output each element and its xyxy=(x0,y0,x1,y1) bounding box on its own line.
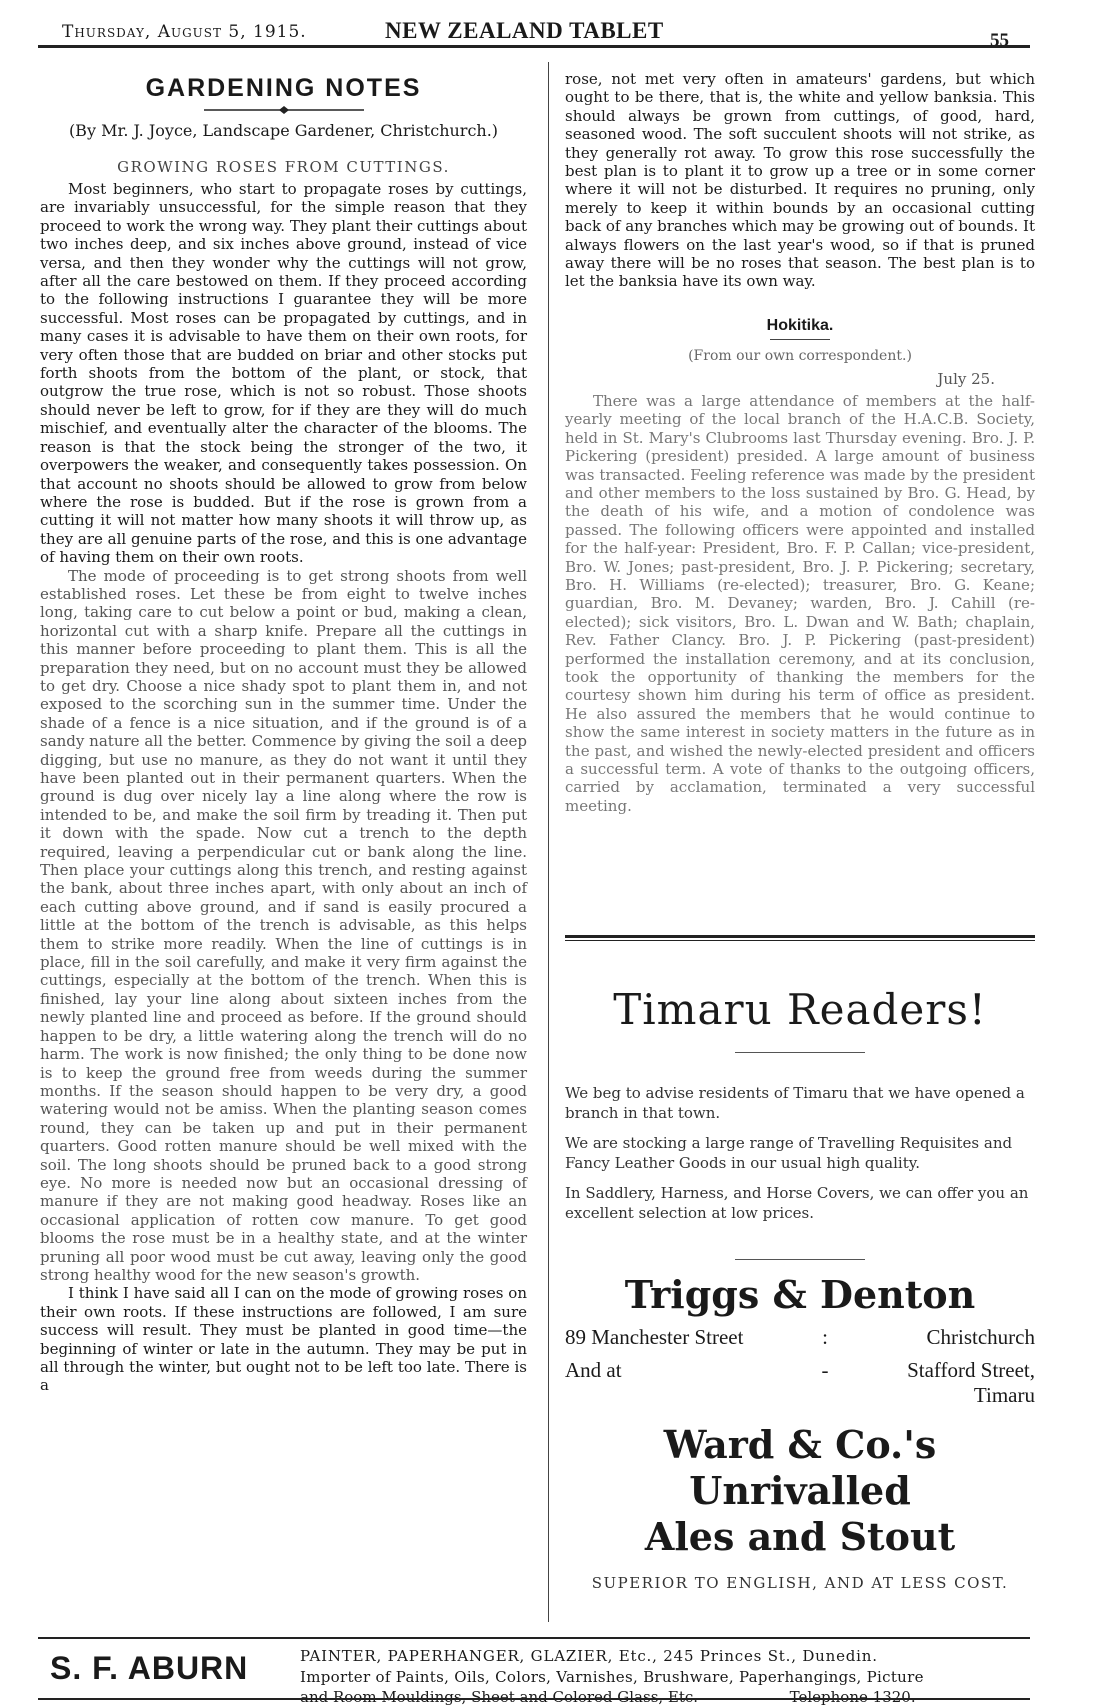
ad-paragraph: In Saddlery, Harness, and Horse Covers, we can offer you an excellent selection at low prices. xyxy=(565,1184,1029,1222)
address-city: Christchurch xyxy=(926,1325,1035,1349)
article-body xyxy=(40,180,527,1395)
ad-rule xyxy=(735,1052,865,1053)
publication-title: NEW ZEALAND TABLET xyxy=(385,18,664,43)
ad-paragraph: We are stocking a large range of Travelling Requisites and Fancy Leather Goods in our usual high quality. xyxy=(565,1134,1013,1172)
paragraph: Most beginners, who start to propagate roses by cuttings, are invariably unsuccessful, for the simple reason that they proceed to work the wrong way. They plant their cuttings about two inches deep, and six inches above ground, instead of vice versa, and then they wonder why the cuttings will not grow, after all the care bestowed on them. If they proceed according to the following instructions I guarantee they will be more successful. Most roses can be propagated by cuttings, and in many cases it is advisable to have them on their own roots, for very often those that are budded on briar and other stocks put forth shoots from the bottom of the plant, or stock, that outgrow the true rose, which is not so robust. Those shoots should never be left to grow, for if they are they will do much mischief, and eventually alter the character of the blooms. The reason is that the stock being the stronger of the two, it overpowers the weaker, and consequently takes possession. On that account no shoots should be allowed to grow from below where the rose is budded. But if the rose is grown from a cutting it will not matter how many shoots it will throw up, as they are all genuine parts of the rose, and this is one advantage of having them on their own roots. xyxy=(40,180,527,567)
ward-ad-headline xyxy=(565,1422,1035,1560)
footer-telephone: Telephone 1320. xyxy=(789,1688,916,1706)
address-branch: Stafford Street, Timaru xyxy=(907,1358,1035,1407)
header-rule xyxy=(38,45,1030,48)
heading-rule xyxy=(770,339,830,340)
footer-bottom-rule xyxy=(38,1698,1030,1700)
hokitika-heading: Hokitika. xyxy=(766,316,834,334)
footer-goods: and Room Mouldings, Sheet and Colored Glass, Etc. xyxy=(300,1688,699,1706)
footer-rule xyxy=(38,1637,1030,1639)
section-double-rule xyxy=(565,935,1035,941)
timaru-advertisement xyxy=(565,935,1035,1592)
page-number: 55 xyxy=(990,30,1009,51)
article-continuation xyxy=(565,70,1035,291)
timaru-readers-heading: Timaru Readers! xyxy=(613,985,987,1034)
ward-line-2: Ales and Stout xyxy=(644,1514,956,1559)
footer-line-1: PAINTER, PAPERHANGER, GLAZIER, Etc., 245 Princes St., Dunedin. xyxy=(300,1647,878,1665)
gardening-notes-column xyxy=(40,70,527,1395)
address-separator: : xyxy=(822,1325,828,1349)
right-column xyxy=(565,70,1035,815)
paragraph: There was a large attendance of members at the half-yearly meeting of the local branch of the H.A.C.B. Society, held in St. Mary's Clubrooms last Thursday evening. Bro. J. P. Pickering (president) presided. A large amount of business was transacted. Feeling reference was made by the president and other members to the loss sustained by Bro. G. Head, by the death of his wife, and a motion of condolence was passed. The following officers were appointed and installed for the half-year: President, Bro. F. P. Callan; vice-president, Bro. W. Jones; past-president, Bro. J. P. Pickering; secretary, Bro. H. Williams (re-elected); treasurer, Bro. G. Keane; guardian, Bro. M. Devaney; warden, Bro. J. Cahill (re-elected); sick visitors, Bro. L. Dwan and W. Bath; chaplain, Rev. Father Clancy. Bro. J. P. Pickering (past-president) performed the installation ceremony, and at its conclusion, took the opportunity of thanking the members for the courtesy shown him during his term of office as president. He also assured the members that he would continue to show the same interest in society matters in the future as in the past, and wished the newly-elected president and officers a successful term. A vote of thanks to the outgoing officers, carried by acclamation, terminated a very successful meeting. xyxy=(565,391,1035,815)
paragraph: rose, not met very often in amateurs' gardens, but which ought to be there, that is, the white and yellow banksia. This should always be grown from cuttings, of good, hard, seasoned wood. The soft succulent shoots will not strike, as they generally rot away. To grow this rose successfully the best plan is to plant it to grow up a tree or in some corner where it will not be disturbed. It requires no pruning, only merely to keep it within bounds by an occasional cutting back of any branches which may be growing out of bounds. It always flowers on the last year's wood, so if that is pruned away there will be no roses that season. The best plan is to let the banksia have its own way. xyxy=(565,70,1035,291)
ad-rule xyxy=(735,1259,865,1260)
issue-date: Thursday, August 5, 1915. xyxy=(62,22,307,42)
address-line-1 xyxy=(565,1325,1035,1350)
ward-line-1: Ward & Co.'s Unrivalled xyxy=(663,1422,937,1513)
address-prefix: And at xyxy=(565,1358,622,1382)
ad-paragraph: We beg to advise residents of Timaru that we have opened a branch in that town. xyxy=(565,1084,1025,1122)
address-street: 89 Manchester Street xyxy=(565,1325,744,1349)
dispatch-date: July 25. xyxy=(937,369,995,388)
paragraph: The mode of proceeding is to get strong shoots from well established roses. Let these be from eight to twelve inches long, taking care to cut below a point or bud, making a clean, horizontal cut with a sharp knife. Prepare all the cuttings in this manner before proceeding to plant them. This is all the preparation they need, but on no account must they be allowed to get dry. Choose a nice shady spot to plant them in, and not exposed to the scorching sun in the summer time. Under the shade of a fence is a nice situation, and if the ground is of a sandy nature all the better. Commence by giving the soil a deep digging, but use no manure, as they do not want it until they have been planted out in their permanent quarters. When the ground is dug over nicely lay a line along where the row is intended to be, and make the soil firm by treading it. Then put it down with the spade. Now cut a trench to the depth required, leaving a perpendicular cut or bank along the line. Then place your cuttings along this trench, and resting against the bank, about three inches apart, with only about an inch of each cutting above ground, and if sand is easily procured a little at the bottom of the trench is advisable, as this helps them to strike more readily. When the line of cuttings is in place, fill in the soil carefully, and make it very firm against the cuttings, especially at the bottom of the trench. When this is finished, lay your line along about sixteen inches from the newly planted line and proceed as before. If the ground should happen to be dry, a little watering along the trench will do no harm. The work is now finished; the only thing to be done now is to keep the ground free from weeds during the summer months. If the season should happen to be very dry, a good watering would not be amiss. When the planting season comes round, they can be taken up and put in their permanent quarters. Good rotten manure should be well mixed with the soil. The long shoots should be pruned back to a good strong eye. No more is needed now but an occasional dressing of manure if they are not making good headway. Roses like an occasional application of rotten cow manure. To get good blooms the rose must be in a healthy state, and at the winter pruning all poor wood must be cut away, leaving only the good strong healthy wood for the new season's growth. xyxy=(40,566,527,1284)
address-separator: - xyxy=(821,1358,829,1382)
article-subhead: GROWING ROSES FROM CUTTINGS. xyxy=(117,158,450,176)
ward-tagline: SUPERIOR TO ENGLISH, AND AT LESS COST. xyxy=(591,1574,1009,1592)
paragraph: I think I have said all I can on the mode of growing roses on their own roots. If these instructions are followed, I am sure success will result. They must be planted in good time—the beginning of winter or late in the autumn. They may be put in all through the winter, but ought not to be left too late. There is a xyxy=(40,1284,527,1395)
address-line-2 xyxy=(565,1358,1035,1408)
footer-line-3 xyxy=(300,1688,916,1706)
gardening-notes-title: GARDENING NOTES xyxy=(145,74,422,102)
firm-name: Triggs & Denton xyxy=(624,1272,976,1317)
column-divider xyxy=(548,62,549,1622)
footer-advertiser-name: S. F. ABURN xyxy=(50,1650,249,1686)
footer-line-2: Importer of Paints, Oils, Colors, Varnishes, Brushware, Paperhangings, Picture xyxy=(300,1668,924,1686)
article-byline: (By Mr. J. Joyce, Landscape Gardener, Christchurch.) xyxy=(68,121,499,140)
hokitika-body xyxy=(565,392,1035,815)
title-ornament-icon xyxy=(204,105,364,115)
correspondent-line: (From our own correspondent.) xyxy=(688,347,912,364)
